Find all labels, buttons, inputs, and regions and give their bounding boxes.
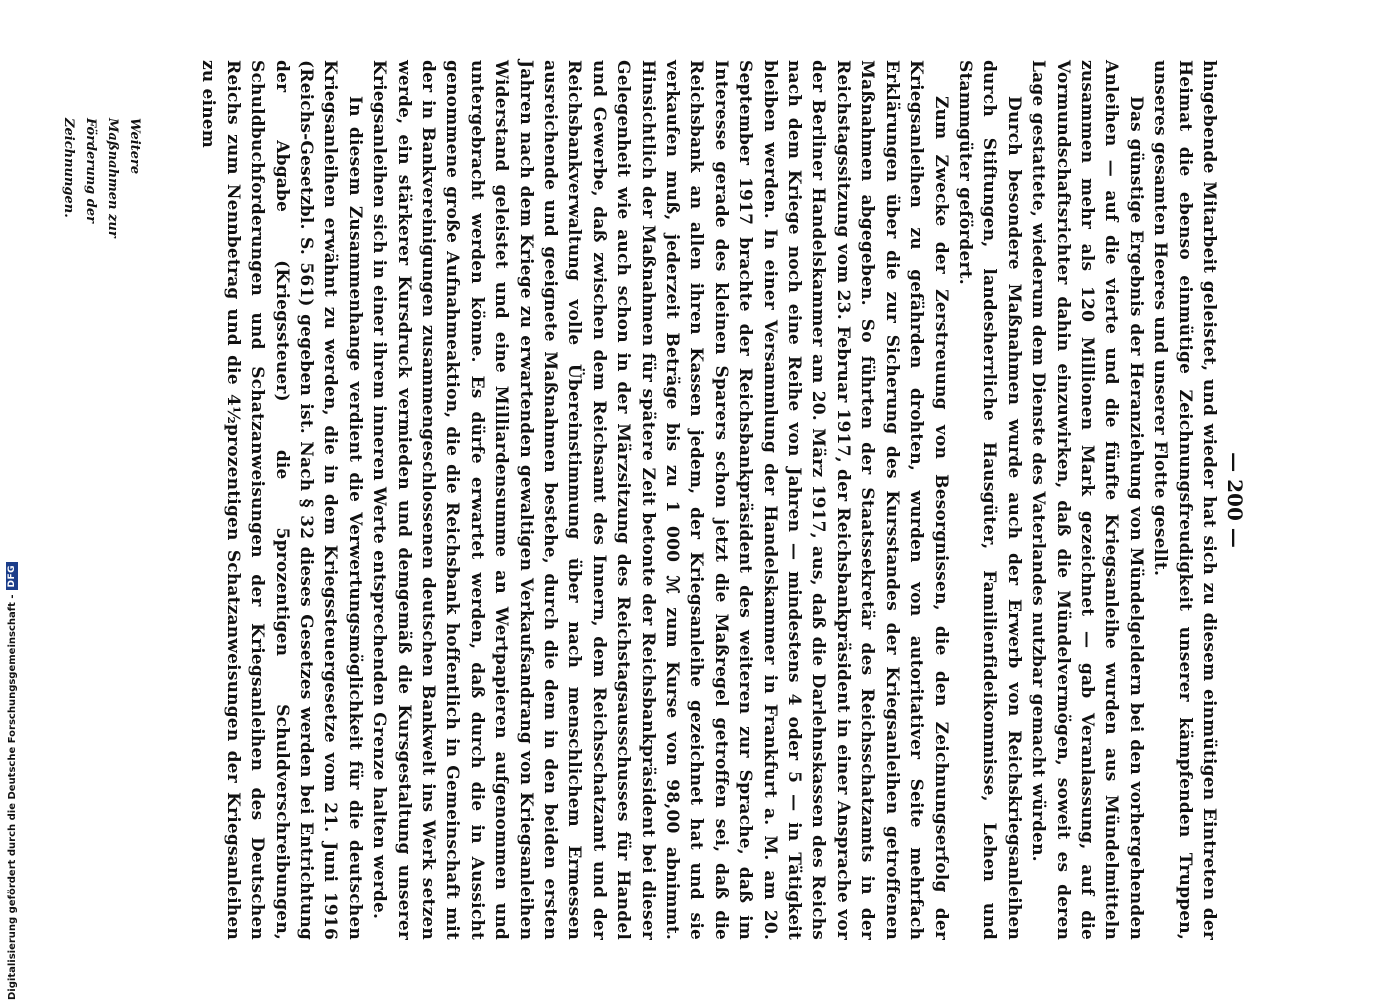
rotated-page-content [61, 60, 1247, 940]
margin-note: Weitere Maßnahmen zur Förderung der Zeichnungen. [61, 118, 142, 238]
paragraph: Zum Zwecke der Zerstreuung von Besorgnissen, die den Zeichnungserfolg der Kriegsanleihen zu gefährden drohten, wurden von autoritativer Seite mehrfach Erklärungen über die zur Sicherung des Kursstandes der Kriegsanleihen getroffenen Maßnahmen abgegeben. So führten der Staatssekretär des Reichsschatzamts in der Reichstagssitzung vom 23. Februar 1917, der Reichsbankpräsident in einer Ansprache vor der Berliner Handelskammer am 20. März 1917, aus, daß die Darlehnskassen des Reichs nach dem Kriege noch eine Reihe von Jahren — mindestens 4 oder 5 — in Tätigkeit bleiben werden. In einer Versammlung der Handelskammer in Frankfurt a. M. am 20. September 1917 brachte der Reichsbankpräsident des weiteren zur Sprache, daß im Interesse gerade des kleinen Sparers schon jetzt die Maßregel getroffen sei, daß die Reichsbank an allen ihren Kassen jedem, der Kriegsanleihe gezeichnet hat und sie verkaufen muß, jederzeit Beträge bis zu 1 000 ℳ zum Kurse von 98,00 abnimmt. Hinsichtlich der Maßnahmen für spätere Zeit betonte der Reichsbankpräsident bei dieser Gelegenheit wie auch schon in der Märzsitzung des Reichstagsausschusses für Handel und Gewerbe, daß zwischen dem Reichsamt des Innern, dem Reichsschatzamt und der Reichsbankverwaltung volle Übereinstimmung über nach menschlichem Ermessen ausreichende und geeignete Maßnahmen bestehe, durch die dem in den beiden ersten Jahren nach dem Kriege zu erwartenden gewaltigen Verkaufsandrang von Kriegsanleihen Widerstand geleistet und eine Milliardensumme an Wertpapieren aufgenommen und untergebracht werden könne. Es dürfe erwartet werden, daß durch die in Aussicht genommene große Aufnahmeaktion, die die Reichsbank hoffentlich in Gemeinschaft mit der in Bankvereinigungen zusammengeschlossenen deutschen Bankwelt ins Werk setzen werde, ein stärkerer Kursdruck vermieden und demgemäß die Kursgestaltung unserer Kriegsanleihen sich in einer ihrem inneren Werte entsprechenden Grenze halten werde. [369, 60, 951, 940]
paragraph: In diesem Zusammenhange verdient die Verwertungsmöglichkeit für die deutschen Kriegsanleihen erwähnt zu werden, die in dem Kriegssteuergesetze vom 21. Juni 1916 (Reichs-Gesetzbl. S. 561) gegeben ist. Nach § 32 dieses Gesetzes werden bei Entrichtung der Abgabe (Kriegssteuer) die 5prozentigen Schuldverschreibungen, Schuldbuchforderungen und Schatzanweisungen der Kriegsanleihen des Deutschen Reichs zum Nennbetrag und die 4½prozentigen Schatzanweisungen der Kriegsanleihen zu einem [198, 60, 365, 940]
dfg-logo-icon: DFG [6, 562, 18, 591]
digitization-credit [6, 0, 18, 1000]
paragraph: hingebende Mitarbeit geleistet, und wieder hat sich zu diesem einmütigen Eintreten der Heimat die ebenso einmütige Zeichnungsfreudigkeit unserer kämpfenden Truppen, unseres gesamten Heeres und unserer Flotte gesellt. [1150, 60, 1219, 940]
paragraph: Durch besondere Maßnahmen wurde auch der Erwerb von Reichskriegsanleihen durch Stiftungen, landesherrliche Hausgüter, Familienfideikommisse, Lehen und Stammgüter gefördert. [954, 60, 1024, 940]
credit-text: Digitalisierung gefördert durch die Deutsche Forschungsgemeinschaft - [6, 594, 18, 1000]
paragraph: Das günstige Ergebnis der Heranziehung von Mündelgeldern bei den vorhergehenden Anleihen — auf die vierte und die fünfte Kriegsanleihe wurden aus Mündelmitteln zusammen mehr als 120 Millionen Mark gezeichnet — gab Veranlassung, auf die Vormundschaftsrichter dahin einzuwirken, daß die Mündelvermögen, soweit es deren Lage gestattete, wiederum dem Dienste des Vaterlandes nutzbar gemacht würden. [1028, 60, 1146, 940]
body-text [196, 60, 1221, 940]
page-number: — 200 — [1223, 452, 1247, 548]
